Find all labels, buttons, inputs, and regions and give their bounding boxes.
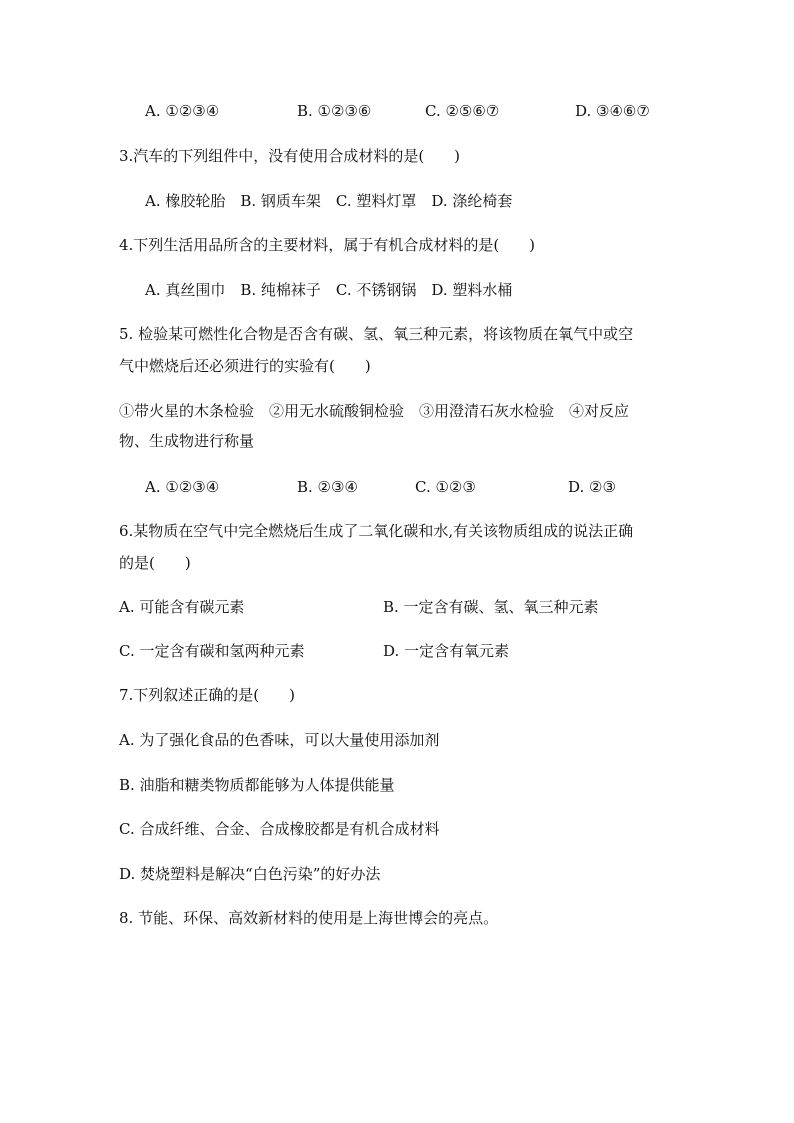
q4-stem: 4.下列生活用品所含的主要材料，属于有机合成材料的是( ) bbox=[119, 236, 536, 254]
q3-stem: 3.汽车的下列组件中，没有使用合成材料的是( ) bbox=[119, 147, 461, 165]
q5-option-b: B. ②③④ bbox=[297, 478, 358, 496]
q2-option-b: B. ①②③⑥ bbox=[297, 102, 372, 120]
q7-option-c: C. 合成纤维、合金、合成橡胶都是有机合成材料 bbox=[119, 820, 440, 838]
q3-options: A. 橡胶轮胎 B. 钢质车架 C. 塑料灯罩 D. 涤纶椅套 bbox=[145, 192, 513, 210]
q5-stem-line2: 气中燃烧后还必须进行的实验有( ) bbox=[119, 357, 371, 375]
q5-items-line1: ①带火星的木条检验 ②用无水硫酸铜检验 ③用澄清石灰水检验 ④对反应 bbox=[119, 402, 630, 420]
q2-option-c: C. ②⑤⑥⑦ bbox=[425, 102, 500, 120]
q6-option-b: B. 一定含有碳、氢、氧三种元素 bbox=[383, 598, 599, 616]
q6-stem-line1: 6.某物质在空气中完全燃烧后生成了二氧化碳和水,有关该物质组成的说法正确 bbox=[119, 522, 634, 540]
q8-stem: 8. 节能、环保、高效新材料的使用是上海世博会的亮点。 bbox=[119, 909, 499, 927]
q6-option-d: D. 一定含有氧元素 bbox=[383, 642, 510, 660]
q2-option-d: D. ③④⑥⑦ bbox=[575, 102, 650, 120]
q4-options: A. 真丝围巾 B. 纯棉袜子 C. 不锈钢锅 D. 塑料水桶 bbox=[145, 281, 513, 299]
q7-option-b: B. 油脂和糖类物质都能够为人体提供能量 bbox=[119, 776, 395, 794]
q5-items-line2: 物、生成物进行称量 bbox=[119, 432, 255, 450]
q7-option-a: A. 为了强化食品的色香味，可以大量使用添加剂 bbox=[119, 731, 440, 749]
q5-option-a: A. ①②③④ bbox=[145, 478, 220, 496]
q7-option-d: D. 焚烧塑料是解决“白色污染”的好办法 bbox=[119, 865, 381, 883]
q6-option-c: C. 一定含有碳和氢两种元素 bbox=[119, 642, 305, 660]
q7-stem: 7.下列叙述正确的是( ) bbox=[119, 686, 296, 704]
q5-option-d: D. ②③ bbox=[568, 478, 616, 496]
q5-option-c: C. ①②③ bbox=[415, 478, 476, 496]
q6-stem-line2: 的是( ) bbox=[119, 554, 191, 572]
q5-stem-line1: 5. 检验某可燃性化合物是否含有碳、氢、氧三种元素，将该物质在氧气中或空 bbox=[119, 325, 634, 343]
q2-option-a: A. ①②③④ bbox=[145, 102, 220, 120]
q6-option-a: A. 可能含有碳元素 bbox=[119, 598, 245, 616]
